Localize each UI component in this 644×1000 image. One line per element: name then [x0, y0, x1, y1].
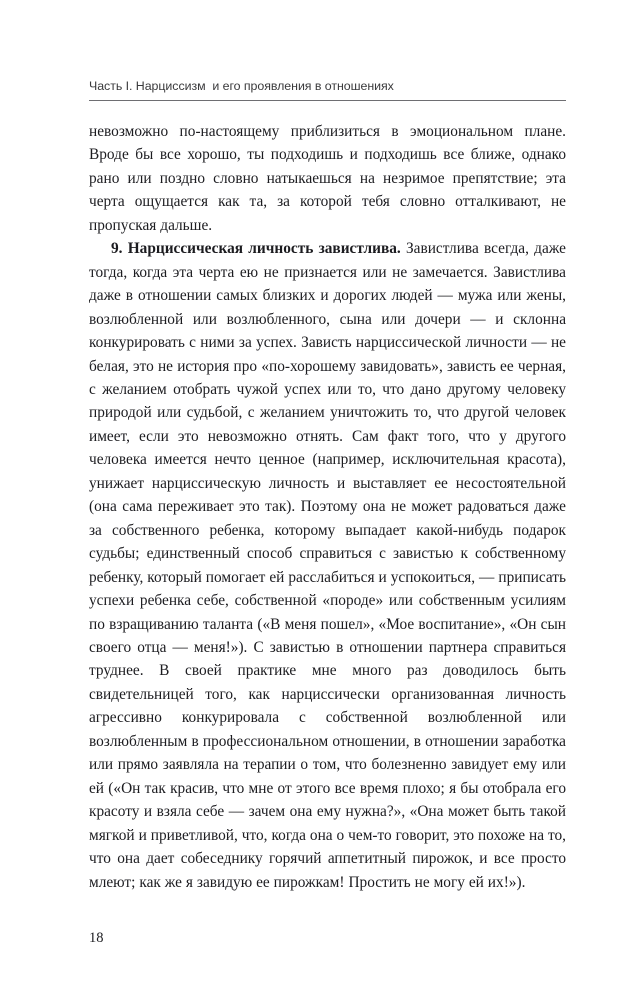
- body-text-block: [89, 120, 566, 894]
- header-divider-rule: [89, 100, 566, 101]
- page-number: 18: [89, 930, 104, 946]
- paragraph-item-9-text: Завистлива всегда, даже тогда, когда эта черта ею не признается или не замечается. Завистлива даже в отношении самых близких и дорогих людей — мужа или жены, возлюбленной или возлюбленного, сына или дочери — и склонна конкурировать с ними за успех. Зависть нарциссической личности — не белая, это не история про «по-хорошему завидовать», зависть ее черная, с желанием отобрать чужой успех или то, что дано другому человеку природой или судьбой, с желанием уничтожить то, что другой человек имеет, если это невозможно отнять. Сам факт того, что у другого человека имеется нечто ценное (например, исключительная красота), унижает нарциссическую личность и выставляет ее несостоятельной (она сама переживает это так). Поэтому она не может радоваться даже за собственного ребенка, которому выпадает какой-нибудь подарок судьбы; единственный способ справиться с завистью к собственному ребенку, который помогает ей расслабиться и успокоиться, — приписать успехи ребенка себе, собственной «породе» или собственным усилиям по взращиванию таланта («В меня пошел», «Мое воспитание», «Он сын своего отца — меня!»). С завистью в отношении партнера справиться труднее. В своей практике мне много раз доводилось быть свидетельницей того, как нарциссически организованная личность агрессивно конкурировала с собственной возлюбленной или возлюбленным в профессиональном отношении, в отношении заработка или прямо заявляла на терапии о том, что болезненно завидует ему или ей («Он так красив, что мне от этого все время плохо; я бы отобрала его красоту и взяла себе — зачем она ему нужна?», «Она может быть такой мягкой и приветливой, что, когда она о чем-то говорит, это похоже на то, что она дает собеседнику горячий аппетитный пирожок, и все просто млеют; как же я завидую ее пирожкам! Простить не могу ей их!»).: [89, 240, 566, 891]
- paragraph-continued: [89, 120, 566, 237]
- paragraph-item-9-heading: 9. Нарциссическая личность завистлива.: [111, 240, 401, 258]
- paragraph-continued-text: невозможно по-настоящему приблизиться в эмоциональном плане. Вроде бы все хорошо, ты подходишь и подходишь все ближе, однако рано или поздно словно натыкаешься на незримое препятствие; эта черта ощущается как та, за которой тебя словно отталкивают, не пропуская дальше.: [89, 123, 566, 234]
- running-head: Часть I. Нарциссизм и его проявления в отношениях: [89, 79, 394, 93]
- paragraph-item-9: [89, 237, 566, 894]
